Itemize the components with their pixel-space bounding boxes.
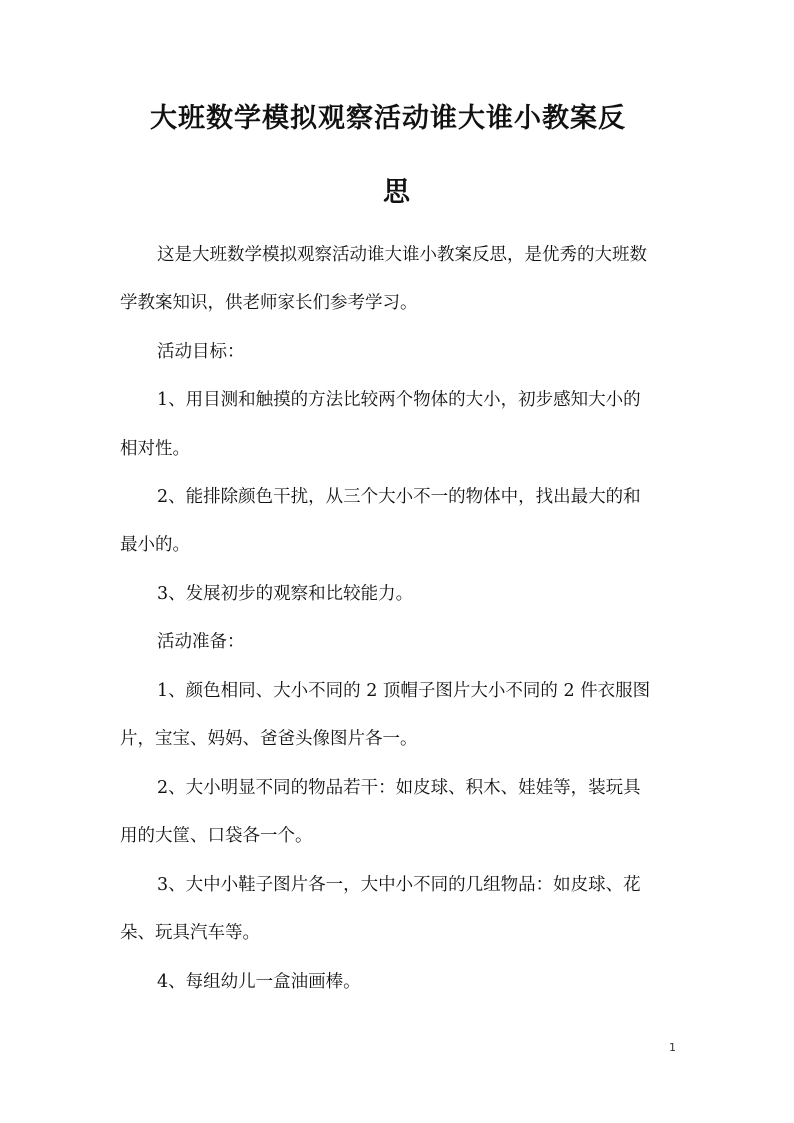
- preparation-3-line-2: 朵、玩具汽车等。: [120, 923, 260, 943]
- objective-3-line-1: 3、发展初步的观察和比较能力。: [157, 584, 414, 604]
- preparation-2-line-1: 2、大小明显不同的物品若干：如皮球、积木、娃娃等，装玩具: [157, 778, 641, 798]
- objective-2-line-1: 2、能排除颜色干扰，从三个大小不一的物体中，找出最大的和: [157, 487, 641, 507]
- preparation-4-line-1: 4、每组幼儿一盒油画棒。: [157, 972, 361, 992]
- intro-line-1: 这是大班数学模拟观察活动谁大谁小教案反思，是优秀的大班数: [157, 245, 647, 265]
- preparation-2-line-2: 用的大筐、口袋各一个。: [120, 826, 313, 846]
- preparation-1-line-1: 1、颜色相同、大小不同的 2 顶帽子图片大小不同的 2 件衣服图: [157, 681, 651, 701]
- section-heading-preparation: 活动准备：: [157, 632, 245, 652]
- objective-1-line-1: 1、用目测和触摸的方法比较两个物体的大小，初步感知大小的: [157, 390, 641, 410]
- document-title-line-2: 思: [383, 177, 411, 208]
- intro-line-2: 学教案知识，供老师家长们参考学习。: [120, 293, 418, 313]
- preparation-1-line-2: 片，宝宝、妈妈、爸爸头像图片各一。: [120, 729, 418, 749]
- page-number: 1: [669, 1041, 676, 1054]
- section-heading-objectives: 活动目标：: [157, 342, 245, 362]
- preparation-3-line-1: 3、大中小鞋子图片各一，大中小不同的几组物品：如皮球、花: [157, 875, 641, 895]
- document-title-line-1: 大班数学模拟观察活动谁大谁小教案反: [150, 103, 626, 134]
- objective-1-line-2: 相对性。: [120, 439, 190, 459]
- objective-2-line-2: 最小的。: [120, 535, 190, 555]
